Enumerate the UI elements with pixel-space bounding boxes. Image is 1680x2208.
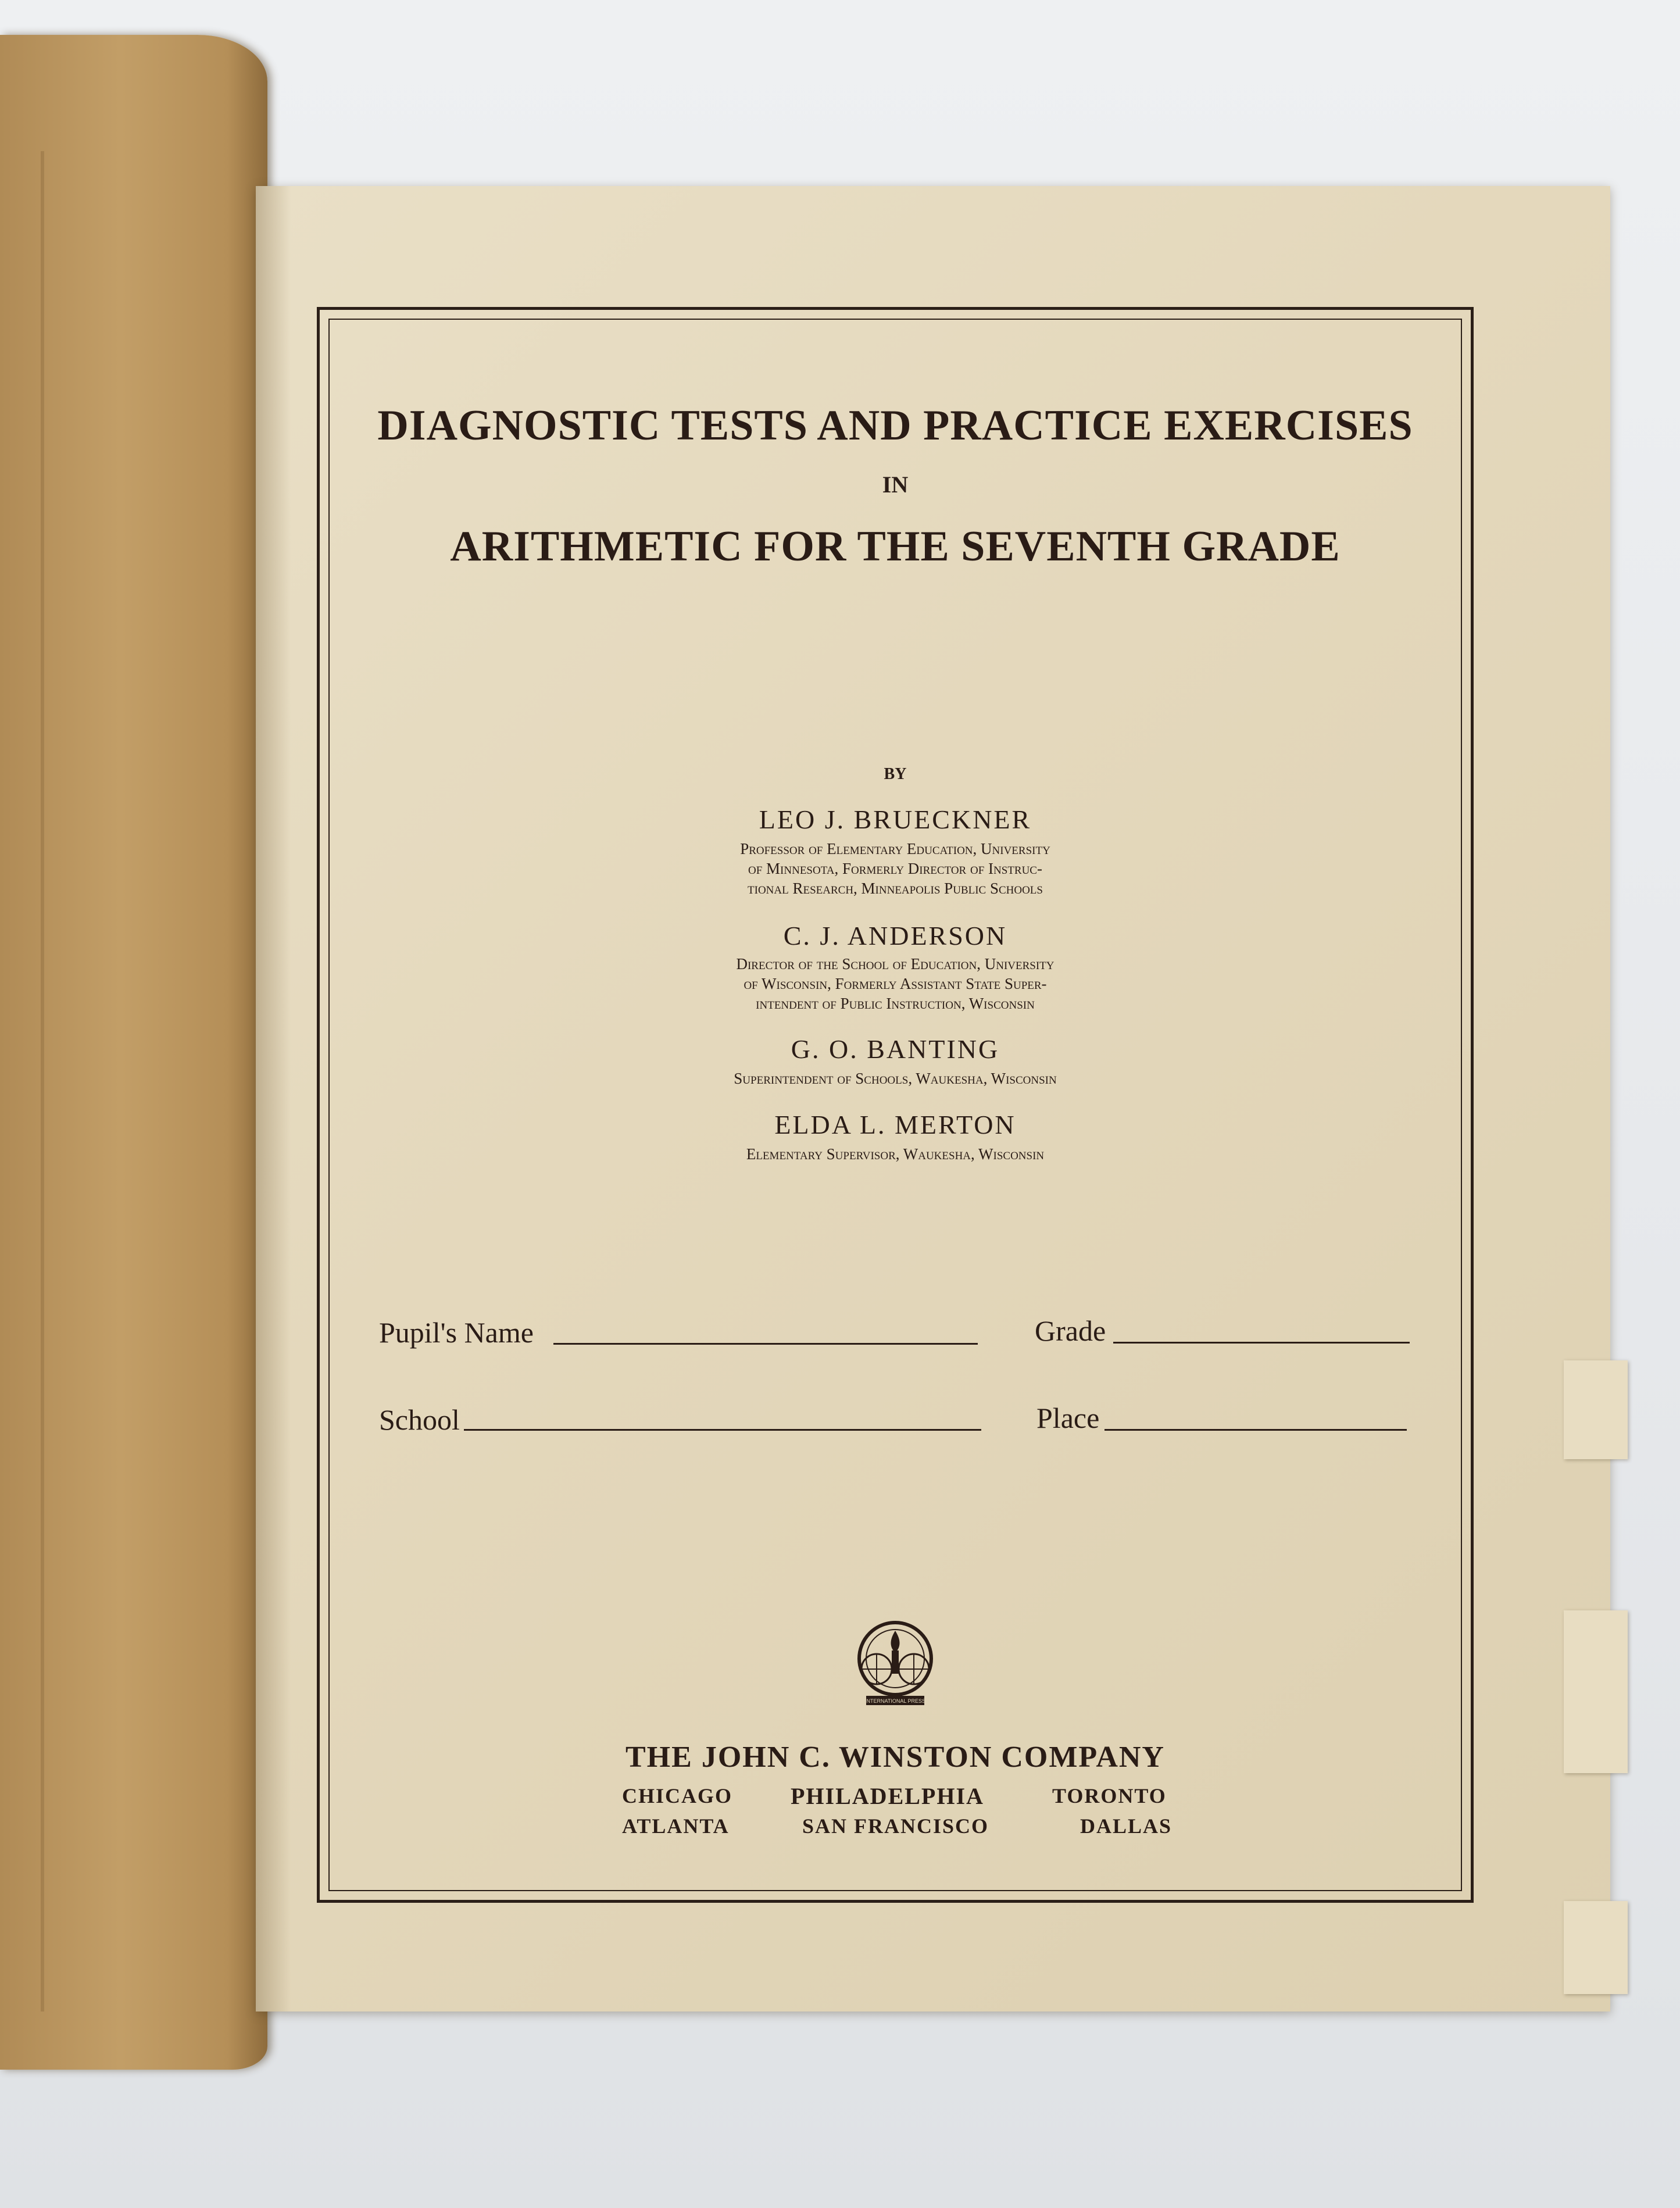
torn-edge (1564, 1610, 1628, 1773)
city-label: SAN FRANCISCO (802, 1814, 989, 1838)
author-description-line: intendent of Public Instruction, Wisconsin (756, 995, 1035, 1012)
city-label: ATLANTA (622, 1814, 730, 1838)
author-description (663, 954, 1128, 1013)
author-name: C. J. ANDERSON (783, 921, 1007, 951)
grade-field[interactable] (1113, 1342, 1410, 1344)
author-description (663, 1144, 1128, 1164)
book-title-line-1: DIAGNOSTIC TESTS AND PRACTICE EXERCISES (377, 402, 1413, 449)
author-description (663, 839, 1128, 898)
author-description-line: Director of the School of Education, University (736, 955, 1055, 973)
torn-edge (1564, 1901, 1628, 1994)
place-label: Place (1036, 1402, 1100, 1434)
author-description-line: Superintendent of Schools, Waukesha, Wisconsin (734, 1070, 1057, 1087)
city-label: TORONTO (1052, 1784, 1167, 1807)
pupil-name-field[interactable] (553, 1343, 978, 1345)
cover-crease (41, 151, 44, 2012)
author-description-line: Elementary Supervisor, Waukesha, Wisconsin (746, 1145, 1045, 1163)
school-label: School (379, 1403, 460, 1436)
torn-edge (1564, 1360, 1628, 1459)
page-gutter-shadow (256, 186, 291, 2012)
city-label: PHILADELPHIA (791, 1783, 984, 1809)
emblem-caption: INTERNATIONAL PRESS (864, 1698, 926, 1704)
book-cover-flap (0, 35, 267, 2070)
place-field[interactable] (1104, 1429, 1407, 1431)
publisher-name: THE JOHN C. WINSTON COMPANY (625, 1741, 1165, 1774)
book-title-connector: IN (882, 471, 909, 498)
author-name: G. O. BANTING (791, 1034, 1000, 1064)
globe-seal-icon (849, 1618, 942, 1711)
author-description-line: of Wisconsin, Formerly Assistant State Super- (744, 975, 1047, 992)
grade-label: Grade (1035, 1314, 1106, 1347)
pupil-name-label: Pupil's Name (379, 1316, 534, 1349)
author-name: LEO J. BRUECKNER (759, 805, 1032, 834)
author-description (663, 1069, 1128, 1088)
city-label: CHICAGO (622, 1784, 733, 1807)
city-label: DALLAS (1080, 1814, 1173, 1838)
book-title-line-2: ARITHMETIC FOR THE SEVENTH GRADE (450, 523, 1341, 570)
school-field[interactable] (464, 1429, 981, 1431)
author-description-line: Professor of Elementary Education, University (740, 840, 1050, 858)
author-description-line: tional Research, Minneapolis Public Schools (748, 880, 1043, 897)
author-name: ELDA L. MERTON (774, 1110, 1016, 1139)
author-description-line: of Minnesota, Formerly Director of Instruc- (748, 860, 1042, 877)
byline: BY (884, 765, 907, 783)
